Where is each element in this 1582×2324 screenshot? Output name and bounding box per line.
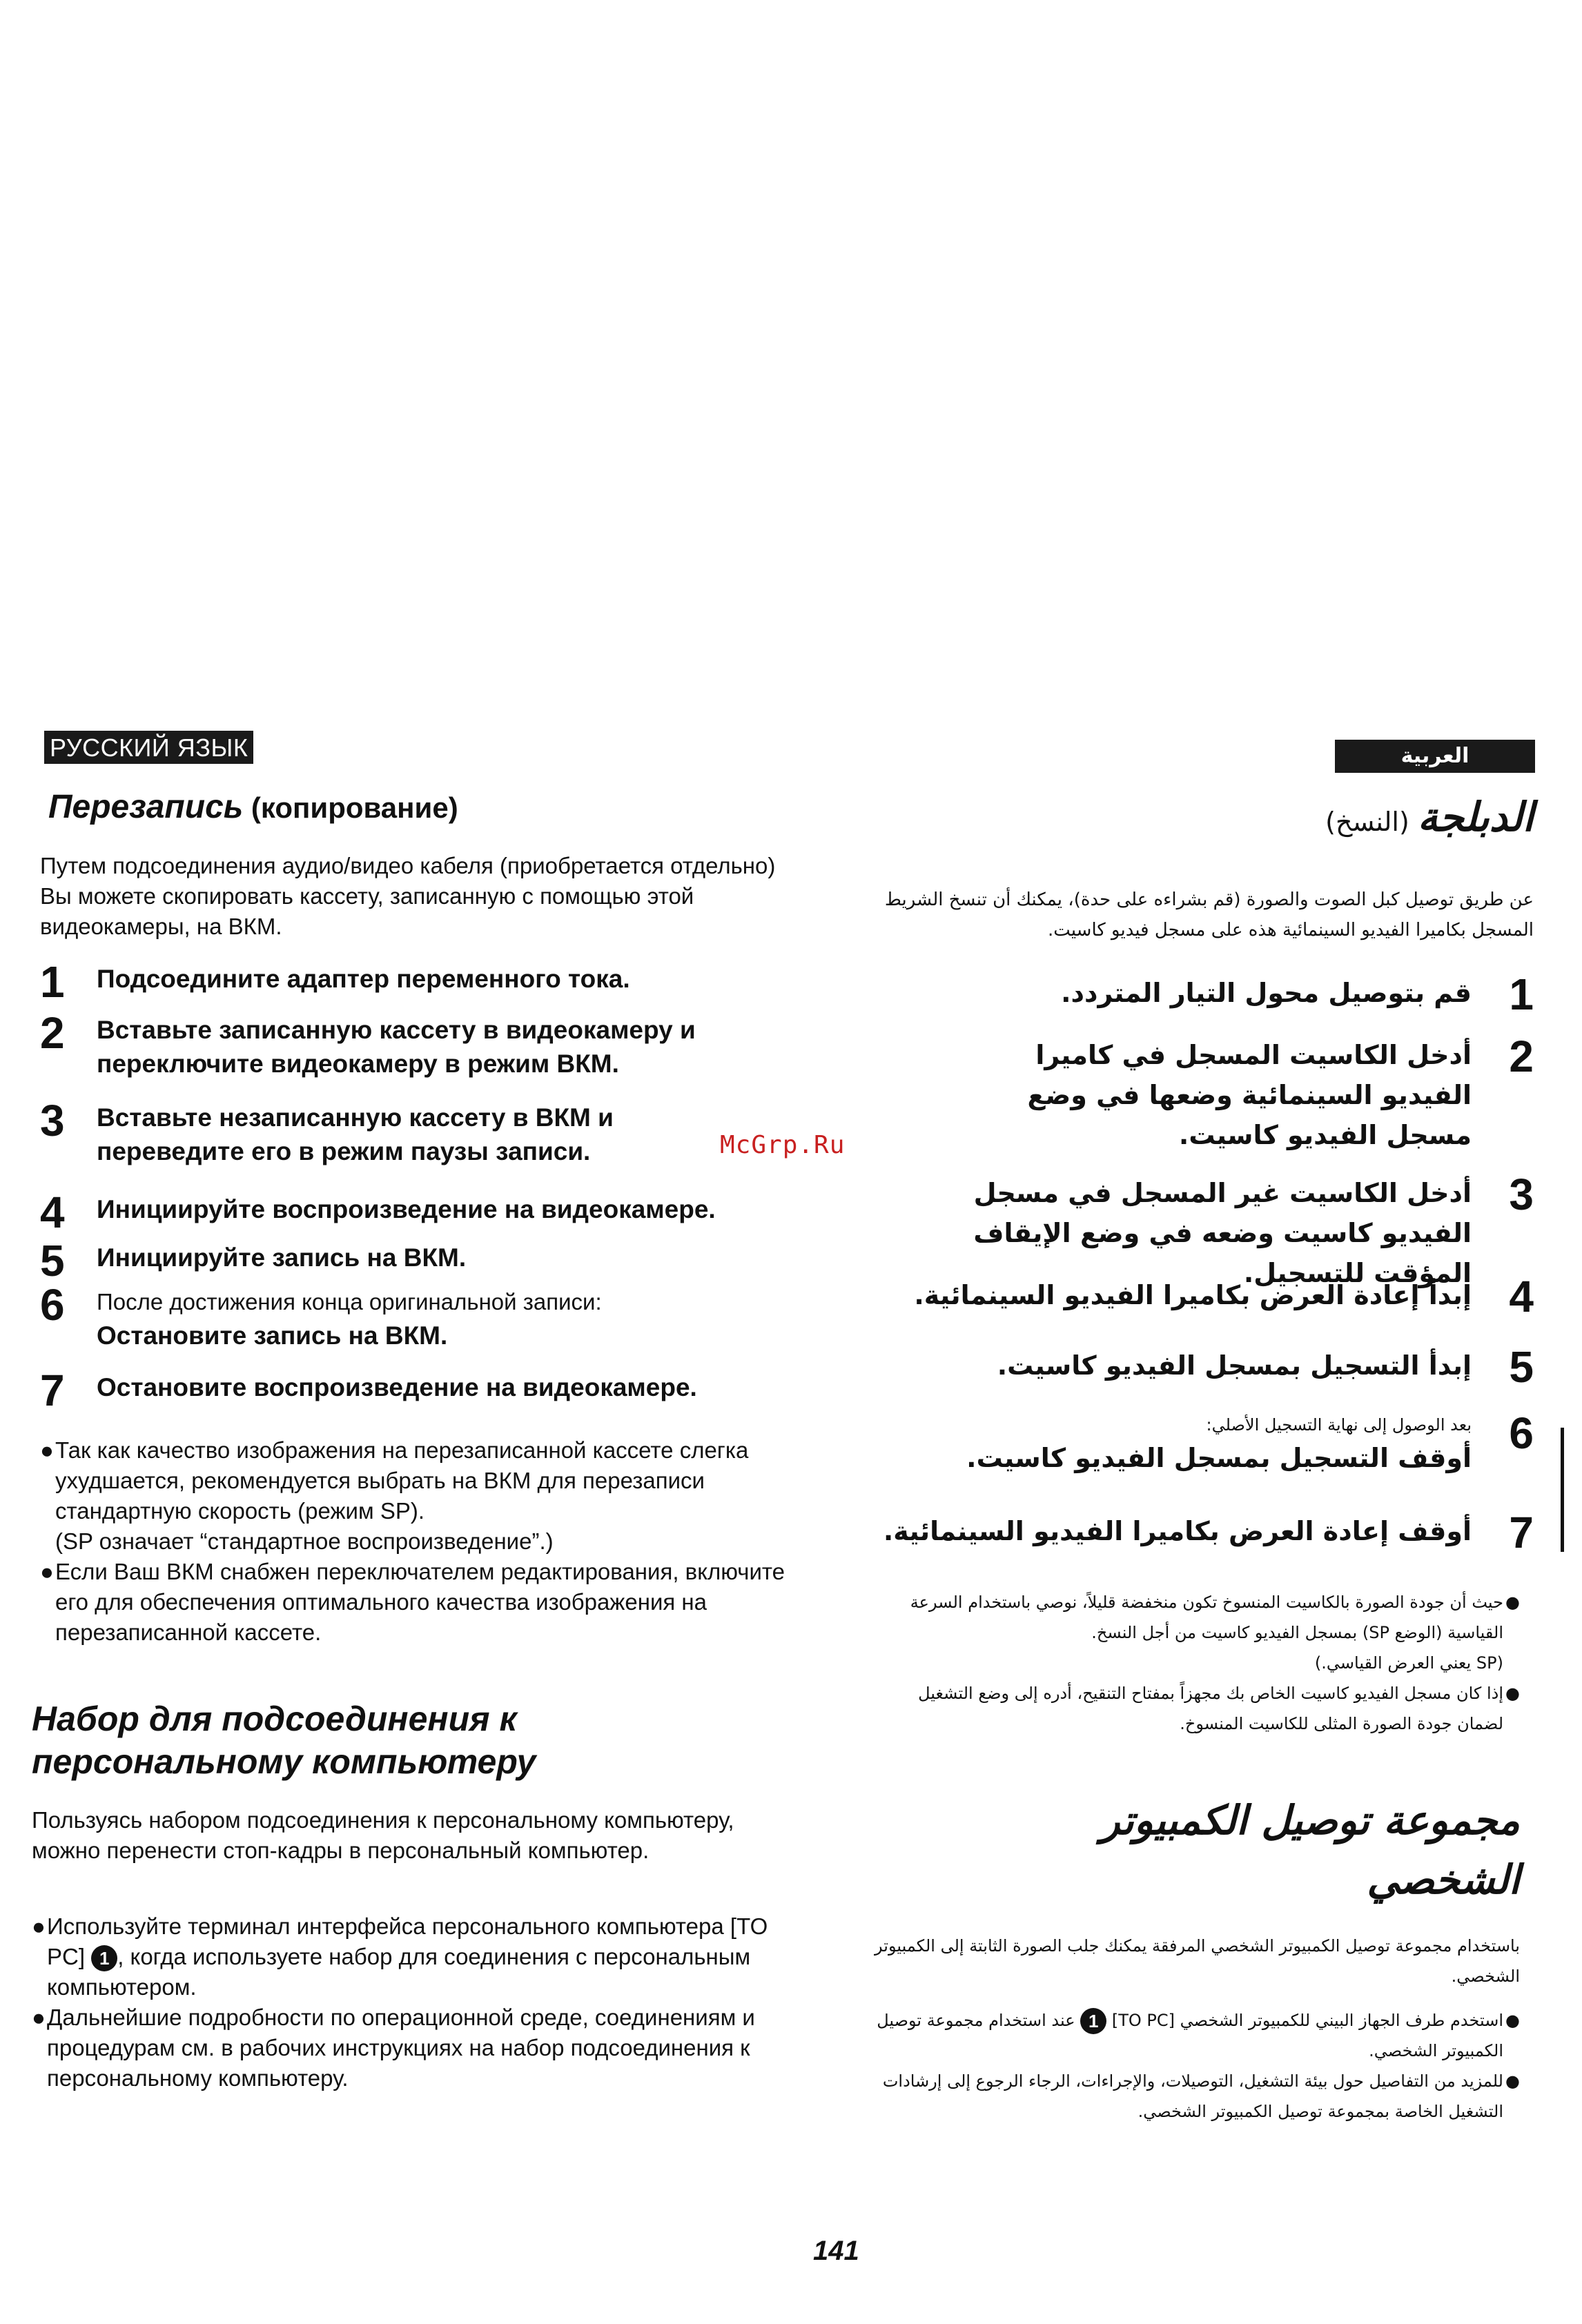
step-number: 5	[40, 1236, 65, 1286]
step-number: 7	[40, 1366, 65, 1415]
step-number: 6	[1509, 1408, 1534, 1458]
section-title-sub: (النسخ)	[1325, 807, 1418, 837]
step-6	[40, 1280, 799, 1352]
step-note: بعد الوصول إلى نهاية التسجيل الأصلي:	[1206, 1415, 1472, 1435]
section-title-main: الدبلجة	[1417, 794, 1534, 840]
step-text: Инициируйте запись на ВКМ.	[97, 1243, 467, 1272]
pc-kit-intro: Пользуясь набором подсоединения к персональному компьютеру, можно перенести стоп-кадры в персональный компьютер.	[32, 1807, 734, 1863]
bullet-dot-icon: ●	[1505, 2071, 1520, 2091]
step-2	[40, 1008, 799, 1081]
pc-kit-intro-ar: باستخدام مجموعة توصيل الكمبيوتر الشخصي المرفقة يمكنك جلب الصورة الثابتة إلى الكمبيوتر الشخصي.	[875, 1936, 1520, 1986]
step-number: 4	[40, 1188, 65, 1237]
pc-kit-item	[32, 2002, 798, 2094]
section-title-main: Перезапись	[48, 789, 244, 825]
terminal-number-icon: 1	[1080, 2008, 1106, 2034]
step-number: 4	[1509, 1272, 1534, 1321]
step-text: Подсоедините адаптер переменного тока.	[97, 965, 630, 993]
bullet-dot-icon: ●	[40, 1559, 54, 1584]
step-text: Остановите запись на ВКМ.	[97, 1321, 448, 1350]
pc-kit-text: , когда используете набор для соединения с персональным компьютером.	[47, 1944, 751, 2000]
step-text: Вставьте записанную кассету в видеокамеру и переключите видеокамеру в режим ВКМ.	[97, 1016, 696, 1078]
note-text: (SP означает “стандартное воспроизведение”.)	[55, 1528, 554, 1554]
bullet-dot-icon: ●	[1505, 1684, 1520, 1703]
pc-kit-text: للمزيد من التفاصيل حول بيئة التشغيل، التوصيلات، والإجراءات، الرجاء الرجوع إلى إرشادات التشغيل الخاصة بمجموعة توصيل الكمبيوتر الشخصي.	[882, 2071, 1503, 2121]
step-number: 7	[1509, 1508, 1534, 1557]
step-number: 6	[40, 1280, 65, 1330]
section-title-pc-kit-ar: مجموعة توصيل الكمبيوتر الشخصي	[1100, 1797, 1520, 1903]
notes-list-ar	[871, 1587, 1520, 1739]
pc-kit-text: Дальнейшие подробности по операционной среде, соединениям и процедурам см. в рабочих инструкциях на набор подсоединения к персональному компьютеру.	[47, 2005, 755, 2091]
step-note: После достижения конца оригинальной записи:	[97, 1289, 602, 1314]
language-tag-arabic: العربية	[1335, 740, 1535, 773]
step-number: 1	[1509, 969, 1534, 1019]
step-7-ar	[843, 1508, 1534, 1557]
pc-kit-text: عند استخدام مجموعة توصيل الكمبيوتر الشخصي.	[877, 2011, 1503, 2060]
step-number: 5	[1509, 1342, 1534, 1392]
step-text: Вставьте незаписанную кассету в ВКМ и переведите его в режим паузы записи.	[97, 1103, 614, 1165]
pc-kit-item	[830, 2005, 1520, 2066]
section-title-pc-kit: Набор для подсоединения к персональному компьютеру	[32, 1700, 536, 1781]
bullet-dot-icon: ●	[1505, 2011, 1520, 2030]
note-text: حيث أن جودة الصورة بالكاسيت المنسوخ تكون منخفضة قليلاً، نوصي باستخدام السرعة القياسية (الوضع SP) بمسجل الفيديو كاسيت من أجل النسخ.	[910, 1593, 1503, 1642]
step-number: 3	[1509, 1170, 1534, 1219]
step-text: Остановите воспроизведение на видеокамере.	[97, 1373, 697, 1401]
step-text: أوقف إعادة العرض بكاميرا الفيديو السينمائية.	[883, 1516, 1472, 1546]
note-text: (SP يعني العرض القياسي.)	[1314, 1653, 1503, 1673]
pc-kit-list-ar	[830, 2005, 1520, 2127]
step-number: 1	[40, 957, 65, 1007]
step-text: أدخل الكاسيت المسجل في كاميرا الفيديو السينمائية وضعها في وضع مسجل الفيديو كاسيت.	[1027, 1040, 1472, 1150]
step-4	[40, 1188, 799, 1237]
pc-kit-item	[32, 1911, 798, 2002]
step-6-ar	[843, 1408, 1534, 1478]
step-text: إبدأ إعادة العرض بكاميرا الفيديو السينمائية.	[914, 1280, 1472, 1310]
step-number: 2	[40, 1008, 65, 1058]
step-text: إبدأ التسجيل بمسجل الفيديو كاسيت.	[997, 1350, 1472, 1381]
terminal-number-icon: 1	[91, 1945, 117, 1971]
intro-paragraph: Путем подсоединения аудио/видео кабеля (приобретается отдельно) Вы можете скопировать кассету, записанную с помощью этой видеокамеры, на ВКМ.	[40, 853, 776, 939]
pc-kit-list	[32, 1911, 798, 2094]
intro-paragraph-ar: عن طريق توصيل كبل الصوت والصورة (قم بشراءه على حدة)، يمكنك أن تنسخ الشريط المسجل بكاميرا الفيديو السينمائية هذه على مسجل فيديو كاسيت.	[884, 889, 1534, 941]
pc-kit-text: Используйте терминал интерфейса персонального компьютера [TO PC]	[47, 1913, 768, 1969]
step-1-ar	[843, 969, 1534, 1019]
page-number: 141	[813, 2236, 859, 2266]
section-title-dubbing-ar	[1325, 794, 1534, 840]
bullet-dot-icon: ●	[32, 1913, 46, 1939]
step-number: 3	[40, 1096, 65, 1145]
step-text: قم بتوصيل محول التيار المتردد.	[1061, 978, 1472, 1008]
step-text: أدخل الكاسيت غير المسجل في مسجل الفيديو كاسيت وضعه في وضع الإيقاف المؤقت للتسجيل.	[973, 1178, 1472, 1288]
section-title-dubbing	[48, 788, 458, 826]
margin-bar	[1561, 1428, 1564, 1552]
step-1	[40, 957, 799, 1007]
section-title-sub: (копирование)	[243, 791, 458, 824]
step-3	[40, 1096, 799, 1168]
note-text: إذا كان مسجل الفيديو كاسيت الخاص بك مجهزاً بمفتاح التنقيح، أدره إلى وضع التشغيل لضمان جودة الصورة المثلى للكاسيت المنسوخ.	[918, 1684, 1503, 1733]
bullet-dot-icon: ●	[1505, 1593, 1520, 1612]
note-text: Если Ваш ВКМ снабжен переключателем редактирования, включите его для обеспечения оптимального качества изображения на перезаписанной кассете.	[55, 1559, 785, 1645]
step-number: 2	[1509, 1032, 1534, 1081]
language-tag-russian: РУССКИЙ ЯЗЫК	[44, 731, 253, 764]
bullet-dot-icon: ●	[40, 1437, 54, 1463]
notes-list	[40, 1435, 799, 1648]
note-item	[40, 1435, 799, 1557]
step-2-ar	[982, 1032, 1534, 1155]
note-item	[871, 1678, 1520, 1739]
watermark: McGrp.Ru	[720, 1131, 846, 1159]
note-item	[40, 1557, 799, 1648]
step-text: أوقف التسجيل بمسجل الفيديو كاسيت.	[966, 1443, 1472, 1473]
pc-kit-text: استخدم طرف الجهاز البيني للكمبيوتر الشخصي [TO PC]	[1106, 2011, 1503, 2030]
note-item	[871, 1587, 1520, 1678]
step-text: Инициируйте воспроизведение на видеокамере.	[97, 1195, 716, 1223]
pc-kit-item	[830, 2066, 1520, 2127]
step-5-ar	[843, 1342, 1534, 1392]
bullet-dot-icon: ●	[32, 2005, 46, 2030]
step-7	[40, 1366, 799, 1415]
step-4-ar	[843, 1272, 1534, 1321]
note-text: Так как качество изображения на перезаписанной кассете слегка ухудшается, рекомендуется выбрать на ВКМ для перезаписи стандартную скорость (режим SP).	[55, 1437, 749, 1524]
step-5	[40, 1236, 799, 1286]
